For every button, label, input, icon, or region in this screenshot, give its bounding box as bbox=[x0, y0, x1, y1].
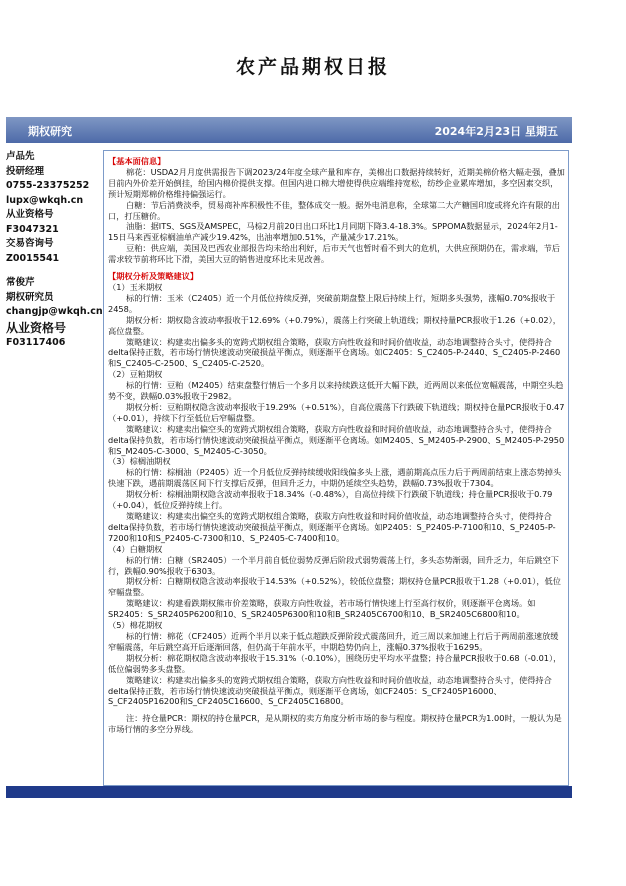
body-paragraph: 期权分析：白糖期权隐含波动率报收于14.53%（+0.52%），较低位盘整；期权持仓量PCR报收于1.28（+0.01），低位窄幅盘整。 bbox=[108, 576, 561, 598]
sidebar-line: F03117406 bbox=[6, 336, 66, 348]
body-paragraph: 标的行情：棉花（CF2405）近两个半月以来于低点超跌反弹阶段式震荡回升，近三周以来加速上行后于两周前涨速放缓窄幅震荡，年后跳空高开后逐渐回落，但仍高于年前水平，中期趋势仍向上，涨幅0.37%报收于16295。 bbox=[108, 630, 559, 652]
body-paragraph: 白糖：节后消费淡季，贸易商补库积极性不佳，整体成交一般。据外电消息称，全球第二大产糖国印度或将允许有限的出口，打压糖价。 bbox=[108, 199, 560, 221]
sidebar-line: lupx@wkqh.cn bbox=[6, 194, 84, 206]
body-paragraph: 标的行情：玉米（C2405）近一个月低位持续反弹，突破前期盘整上限后持续上行，短期多头强势，涨幅0.70%报收于2458。 bbox=[108, 292, 556, 314]
sidebar-line: 0755-23375252 bbox=[6, 180, 90, 191]
report-date: 2024年2月23日 星期五 bbox=[434, 125, 558, 138]
body-paragraph: 策略建议：构建卖出偏空头的宽跨式期权组合策略，获取方向性收益和时间价值收益，动态地调整持合头寸，使得持合delta保持负数，若市场行情快速波动突破损益平衡点，则逐渐平仓离场。如P2405：S_P2405-P-7100和10、S_P2405-P-7200和10和S_P2405-C-7300和10、S_P2405-C-7400和10。 bbox=[108, 511, 556, 543]
body-paragraph: 期权分析：棕榈油期权隐含波动率报收于18.34%（-0.48%），自高位持续下行跌破下轨道线；持仓量PCR报收于0.79（+0.04），低位反弹持续上行。 bbox=[108, 489, 553, 511]
body-paragraph: 策略建议：构建卖出偏空头的宽跨式期权组合策略，获取方向性收益和时间价值收益，动态地调整持合头寸，使得持合delta保持负数，若市场行情快速波动突破损益平衡点，则逐渐平仓离场。如M2405、S_M2405-P-2900、S_M2405-P-2950和S_M2405-C-3000、S_M2405-C-3050。 bbox=[108, 423, 565, 456]
body-paragraph: 注：持仓量PCR：期权的持仓量PCR，是从期权的卖方角度分析市场的参与程度。期权持仓量PCR为1.00时，一般认为是市场行情的多空分界线。 bbox=[108, 713, 562, 735]
sidebar-line: 从业资格号 bbox=[6, 320, 67, 335]
subsection-heading: （1）玉米期权 bbox=[108, 281, 163, 292]
section-label: 期权研究 bbox=[28, 125, 72, 138]
subsection-heading: （4）白糖期权 bbox=[108, 543, 163, 554]
subsection-heading: （2）豆粕期权 bbox=[108, 369, 163, 380]
report-content-box bbox=[103, 150, 569, 786]
sidebar-line: Z0015541 bbox=[6, 252, 60, 264]
body-paragraph: 策略建议：构建卖出偏多头的宽跨式期权组合策略，获取方向性收益和时间价值收益，动态地调整持合头寸，使得持合delta保持正数，若市场行情快速波动突破损益平衡点，则逐渐平仓离场。如C2405：S_C2405-P-2440、S_C2405-P-2460和S_C2405-C-2500、S_C2405-C-2520。 bbox=[108, 336, 561, 369]
sidebar-line: 交易咨询号 bbox=[6, 238, 54, 249]
sidebar-line: F3047321 bbox=[6, 223, 59, 235]
body-paragraph: 标的行情：白糖（SR2405）一个半月前自低位弱势反弹后阶段式弱势震荡上行，多头态势渐弱，回升乏力，年后跳空下行，跌幅0.90%报收于6303。 bbox=[108, 554, 559, 576]
subsection-heading: （5）棉花期权 bbox=[108, 620, 163, 631]
sidebar-line: 期权研究员 bbox=[6, 291, 54, 303]
report-title: 农产品期权日报 bbox=[235, 56, 390, 78]
body-paragraph: 棉花：USDA2月月度供需报告下调2023/24年度全球产量和库存，美棉出口数据持续转好，近期美棉价格大幅走强，叠加目前内外价差开始倒挂，给国内棉价提供支撑。但国内进口棉大增使得供应端维持宽松，纺纱企业累库增加，多空因素交织，预计短期郑棉价格维持偏强运行。 bbox=[108, 166, 565, 199]
header-bar bbox=[6, 117, 572, 143]
sidebar-line: 卢品先 bbox=[6, 151, 35, 162]
body-paragraph: 豆粕：供应端，美国及巴西农业部报告均未给出利好，后市天气也暂时看不到大的危机，大供应预期仍在，需求端，节后需求较节前将环比下滑，美国大豆的销售进度环比未见改善。 bbox=[108, 243, 560, 265]
body-paragraph: 标的行情：豆粕（M2405）结束盘整行情后一个多月以来持续跌这低开大幅下跌，近两周以来低位宽幅震荡，中期空头趋势不变，跌幅0.03%报收于2982。 bbox=[108, 380, 564, 402]
section-heading: 【基本面信息】 bbox=[108, 156, 166, 166]
sidebar-line: changjp@wkqh.cn bbox=[6, 306, 103, 317]
body-paragraph: 标的行情：棕榈油（P2405）近一个月低位反弹持续缓收阳线偏多头上涨，遇前期高点压力后于两周前结束上涨态势掉头快速下跌，遇前期震荡区间下行支撑后反弹，但回升乏力，中期仍延续空头趋势，跌幅0.73%报收于7304。 bbox=[108, 467, 562, 489]
body-paragraph: 策略建议：构建看跌期权熊市价差策略，获取方向性收益，若市场行情快速上行至高行权价，则逐渐平仓离场。如SR2405：S_SR2405P6200和10、S_SR2405P6300和10和B_SR2405C6700和10、B_SR2405C6800和10。 bbox=[108, 598, 536, 620]
section-heading: 【期权分析及策略建议】 bbox=[108, 271, 199, 282]
body-paragraph: 策略建议：构建卖出偏多头的宽跨式期权组合策略，获取方向性收益和时间价值收益，动态地调整持合头寸，使得持合delta保持正数，若市场行情快速波动突破损益平衡点，则逐渐平仓离场，如CF2405：S_CF2405P16000、S_CF2405P16200和S_CF2405C16600、S_CF2405C16800。 bbox=[108, 674, 552, 707]
sidebar-line: 投研经理 bbox=[6, 165, 45, 177]
sidebar-line: 常俊芹 bbox=[6, 277, 35, 288]
sidebar-spacer bbox=[6, 266, 98, 276]
bottom-bar bbox=[6, 786, 572, 798]
subsection-heading: （3）棕榈油期权 bbox=[108, 456, 171, 467]
body-paragraph: 油脂：据ITS、SGS及AMSPEC，马棕2月前20日出口环比1月同期下降3.4-18.3%。SPPOMA数据显示，2024年2月1-15日马来西亚棕榈油单产减少19.42%，出油率增加0.51%，产量减少17.21%。 bbox=[108, 221, 558, 243]
body-paragraph: 期权分析：棉花期权隐含波动率报收于15.31%（-0.10%），围绕历史平均水平盘整；持合量PCR报收于0.68（-0.01），低位偏弱势多头盘整。 bbox=[108, 652, 562, 674]
body-paragraph: 期权分析：豆粕期权隐含波动率报收于19.29%（+0.51%），自高位震荡下行跌破下轨道线；期权持仓量PCR报收于0.47（+0.01），持续下行至低位后窄幅盘整。 bbox=[108, 401, 565, 423]
body-paragraph: 期权分析：期权隐含波动率报收于12.69%（+0.79%），震荡上行突破上轨道线；期权持量PCR报收于1.26（+0.02），高位盘整。 bbox=[108, 314, 561, 336]
analyst-sidebar bbox=[6, 150, 103, 350]
sidebar-line: 从业资格号 bbox=[6, 209, 54, 220]
